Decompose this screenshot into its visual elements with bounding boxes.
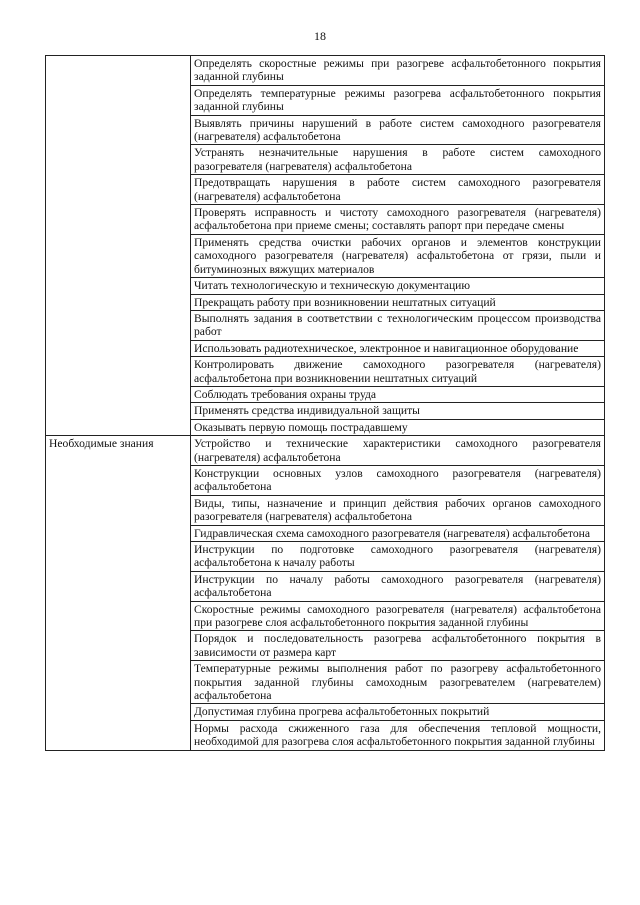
item-cell	[191, 571, 605, 601]
item-cell	[191, 278, 605, 294]
item-text: Контролировать движение самоходного разогревателя (нагревателя) асфальтобетона при возникновении нештатных ситуаций	[194, 358, 601, 385]
item-cell	[191, 386, 605, 402]
item-cell	[191, 294, 605, 310]
section-label-cell	[46, 436, 191, 751]
item-text: Скоростные режимы самоходного разогревателя (нагревателя) асфальтобетона при разогреве слоя асфальтобетонного покрытия заданной глубины	[194, 602, 601, 630]
item-text: Выявлять причины нарушений в работе систем самоходного разогревателя (нагревателя) асфальтобетона	[194, 116, 601, 144]
item-text: Выполнять задания в соответствии с технологическим процессом производства работ	[194, 311, 601, 339]
item-text: Соблюдать требования охраны труда	[194, 387, 377, 401]
item-cell	[191, 145, 605, 175]
item-text: Определять температурные режимы разогрева асфальтобетонного покрытия заданной глубины	[194, 86, 601, 114]
item-text: Проверять исправность и чистоту самоходного разогревателя (нагревателя) асфальтобетона при приеме смены; составлять рапорт при передаче смены	[194, 206, 601, 233]
section-label: Необходимые знания	[49, 437, 154, 451]
item-text: Определять скоростные режимы при разогреве асфальтобетонного покрытия заданной глубины	[194, 57, 601, 84]
item-cell	[191, 115, 605, 145]
item-text: Допустимая глубина прогрева асфальтобетонных покрытий	[194, 705, 490, 719]
item-cell	[191, 340, 605, 356]
table-row	[46, 436, 605, 466]
item-cell	[191, 525, 605, 541]
item-text: Гидравлическая схема самоходного разогревателя (нагревателя) асфальтобетона	[194, 526, 590, 540]
item-cell	[191, 310, 605, 340]
item-cell	[191, 205, 605, 235]
item-text: Прекращать работу при возникновении нештатных ситуаций	[194, 295, 496, 309]
item-text: Виды, типы, назначение и принцип действия рабочих органов самоходного разогревателя (нагревателя) асфальтобетона	[194, 496, 601, 524]
item-cell	[191, 357, 605, 387]
section-label-cell	[46, 56, 191, 436]
item-cell	[191, 601, 605, 631]
page-number: 18	[314, 29, 326, 43]
item-cell	[191, 436, 605, 466]
item-text: Устройство и технические характеристики самоходного разогревателя (нагревателя) асфальтобетона	[194, 437, 601, 464]
item-text: Инструкции по началу работы самоходного разогревателя (нагревателя) асфальтобетона	[194, 572, 601, 600]
table-row	[46, 56, 605, 86]
item-text: Конструкции основных узлов самоходного разогревателя (нагревателя) асфальтобетона	[194, 466, 601, 494]
item-cell	[191, 631, 605, 661]
item-text: Температурные режимы выполнения работ по разогреву асфальтобетонного покрытия заданной глубины самоходным разогревателем (нагревателем) асфальтобетона	[194, 662, 601, 703]
item-text: Порядок и последовательность разогрева асфальтобетонного покрытия в зависимости от размера карт	[194, 632, 601, 659]
item-text: Читать технологическую и техническую документацию	[194, 279, 471, 293]
item-cell	[191, 234, 605, 277]
item-cell	[191, 85, 605, 115]
item-cell	[191, 495, 605, 525]
item-cell	[191, 419, 605, 435]
item-text: Применять средства очистки рабочих органов и элементов конструкции самоходного разогревателя (нагревателя) асфальтобетона от грязи, пыли и битуминозных вяжущих материалов	[194, 235, 601, 276]
item-cell	[191, 720, 605, 750]
item-text: Использовать радиотехническое, электронное и навигационное оборудование	[194, 341, 579, 355]
item-cell	[191, 661, 605, 704]
item-cell	[191, 465, 605, 495]
item-text: Оказывать первую помощь пострадавшему	[194, 420, 408, 434]
item-cell	[191, 704, 605, 720]
item-cell	[191, 175, 605, 205]
item-text: Применять средства индивидуальной защиты	[194, 404, 420, 418]
item-text: Предотвращать нарушения в работе систем самоходного разогревателя (нагревателя) асфальтобетона	[194, 176, 601, 203]
item-cell	[191, 403, 605, 419]
competency-table	[45, 55, 605, 751]
item-text: Нормы расхода сжиженного газа для обеспечения тепловой мощности, необходимой для разогрева слоя асфальтобетонного покрытия заданной глубины	[194, 721, 601, 749]
item-cell	[191, 542, 605, 572]
item-cell	[191, 56, 605, 86]
item-text: Инструкции по подготовке самоходного разогревателя (нагревателя) асфальтобетона к началу работы	[194, 543, 601, 570]
item-text: Устранять незначительные нарушения в работе систем самоходного разогревателя (нагревателя) асфальтобетона	[194, 146, 601, 173]
